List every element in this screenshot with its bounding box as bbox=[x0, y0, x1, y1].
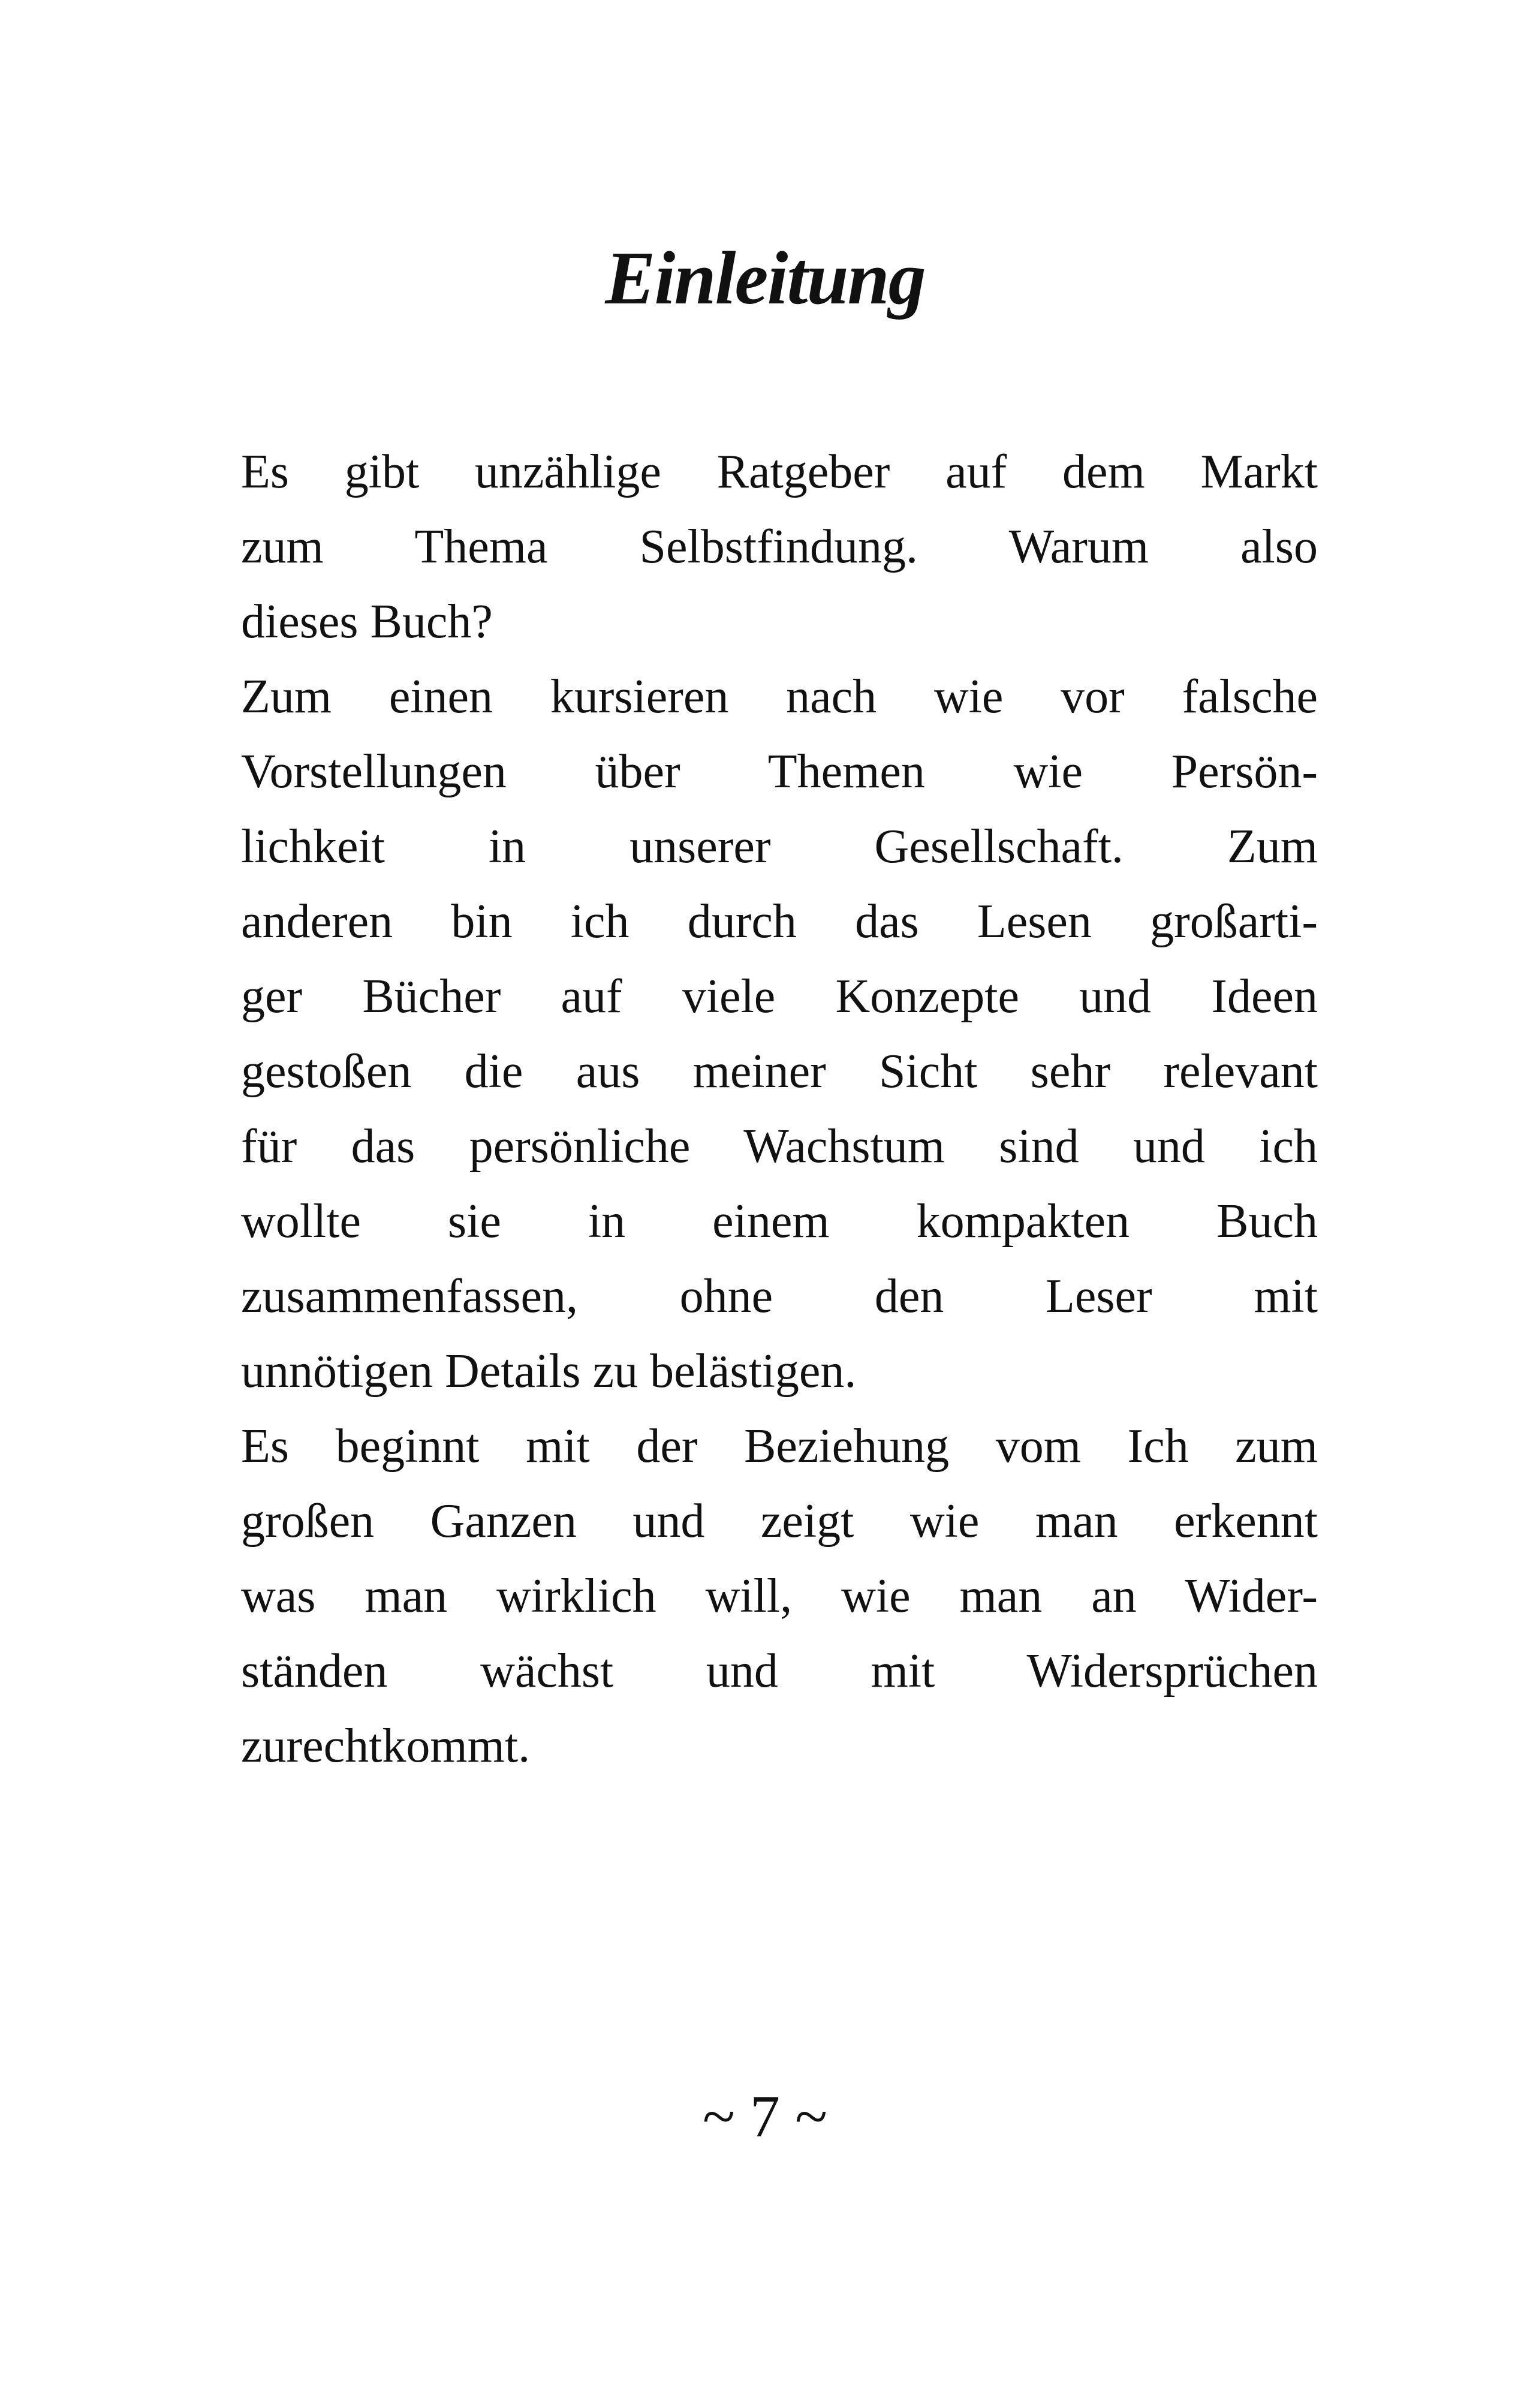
text-line: ständen wächst und mit Widersprüchen bbox=[241, 1645, 1318, 1697]
text-line: zurechtkommt. bbox=[241, 1720, 531, 1772]
text-line: lichkeit in unserer Gesellschaft. Zum bbox=[241, 820, 1318, 873]
text-line: wollte sie in einem kompakten Buch bbox=[241, 1195, 1318, 1248]
text-line: gestoßen die aus meiner Sicht sehr relevant bbox=[241, 1045, 1318, 1098]
text-line: was man wirklich will, wie man an Wider- bbox=[241, 1570, 1318, 1623]
text-line: zum Thema Selbstfindung. Warum also bbox=[241, 520, 1318, 573]
page-number: ~ 7 ~ bbox=[702, 2083, 828, 2150]
text-line: Es gibt unzählige Ratgeber auf dem Markt bbox=[241, 446, 1318, 498]
text-line: großen Ganzen und zeigt wie man erkennt bbox=[241, 1495, 1318, 1548]
text-line: zusammenfassen, ohne den Leser mit bbox=[241, 1270, 1318, 1323]
chapter-title: Einleitung bbox=[605, 237, 925, 320]
text-line: anderen bin ich durch das Lesen großarti- bbox=[241, 895, 1318, 948]
body-text bbox=[241, 435, 1318, 1784]
text-line: Es beginnt mit der Beziehung vom Ich zum bbox=[241, 1420, 1318, 1473]
text-line: für das persönliche Wachstum sind und ich bbox=[241, 1120, 1318, 1173]
text-line: dieses Buch? bbox=[241, 595, 493, 648]
text-line: unnötigen Details zu belästigen. bbox=[241, 1345, 857, 1398]
text-line: Vorstellungen über Themen wie Persön- bbox=[241, 745, 1318, 798]
text-line: ger Bücher auf viele Konzepte und Ideen bbox=[241, 970, 1318, 1023]
text-line: Zum einen kursieren nach wie vor falsche bbox=[241, 670, 1318, 723]
